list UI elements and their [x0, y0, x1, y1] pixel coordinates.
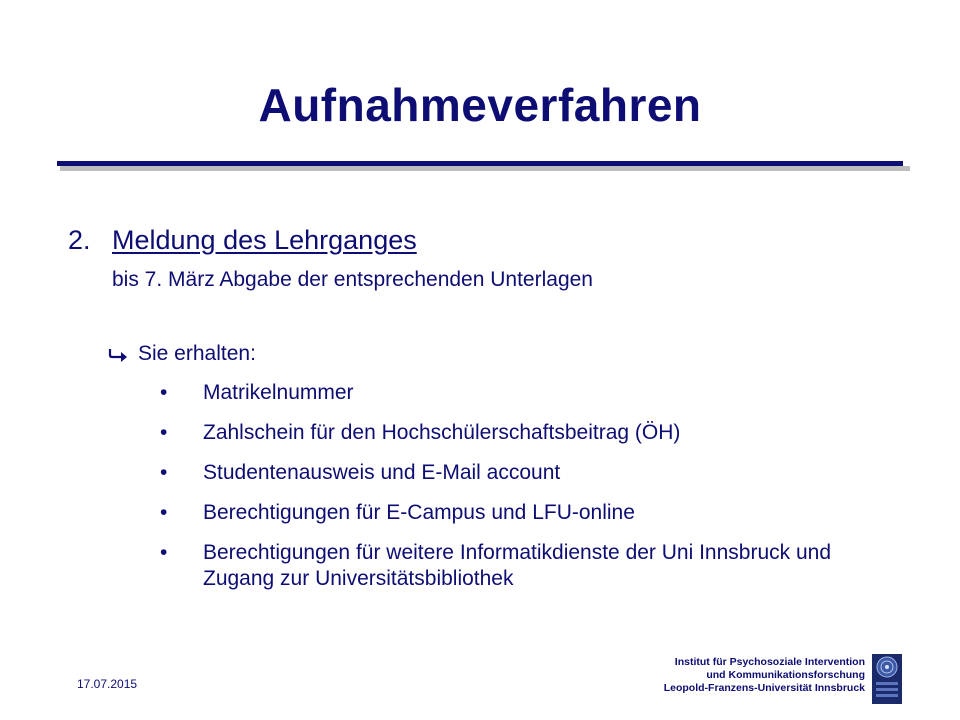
list-item — [160, 500, 900, 526]
footer-institute — [664, 656, 865, 695]
slide-title: Aufnahmeverfahren — [258, 79, 702, 131]
bullet-text: Zahlschein für den Hochschülerschaftsbeitrag (ÖH) — [203, 421, 681, 444]
institute-line-2: und Kommunikationsforschung — [706, 669, 865, 681]
list-item — [160, 460, 900, 486]
list-item — [160, 540, 900, 592]
bullet-text: Studentenausweis und E-Mail account — [203, 461, 561, 484]
item-subtext: bis 7. März Abgabe der entsprechenden Unterlagen — [112, 268, 593, 291]
receive-label: Sie erhalten: — [138, 342, 256, 365]
bullet-text: Berechtigungen für weitere Informatikdienste der Uni Innsbruck und Zugang zur Universitätsbibliothek — [203, 541, 832, 590]
bullet-list — [160, 380, 900, 606]
receive-row — [108, 342, 256, 366]
item-heading: Meldung des Lehrganges — [112, 225, 417, 255]
university-seal-icon — [872, 654, 902, 704]
footer-date: 17.07.2015 — [77, 677, 138, 691]
item-number: 2. — [68, 225, 91, 255]
bullet-glyph: • — [160, 541, 168, 564]
list-item — [160, 420, 900, 446]
bullet-glyph: • — [160, 461, 168, 484]
institute-line-3: Leopold-Franzens-Universität Innsbruck — [663, 682, 865, 694]
institute-line-1: Institut für Psychosoziale Intervention — [674, 656, 865, 668]
list-item — [160, 380, 900, 406]
bullet-glyph: • — [160, 381, 168, 404]
bullet-text: Berechtigungen für E-Campus und LFU-online — [203, 501, 635, 524]
bullet-text: Matrikelnummer — [203, 381, 354, 404]
bullet-glyph: • — [160, 501, 168, 524]
arrow-right-icon — [108, 346, 130, 362]
bullet-glyph: • — [160, 421, 168, 444]
